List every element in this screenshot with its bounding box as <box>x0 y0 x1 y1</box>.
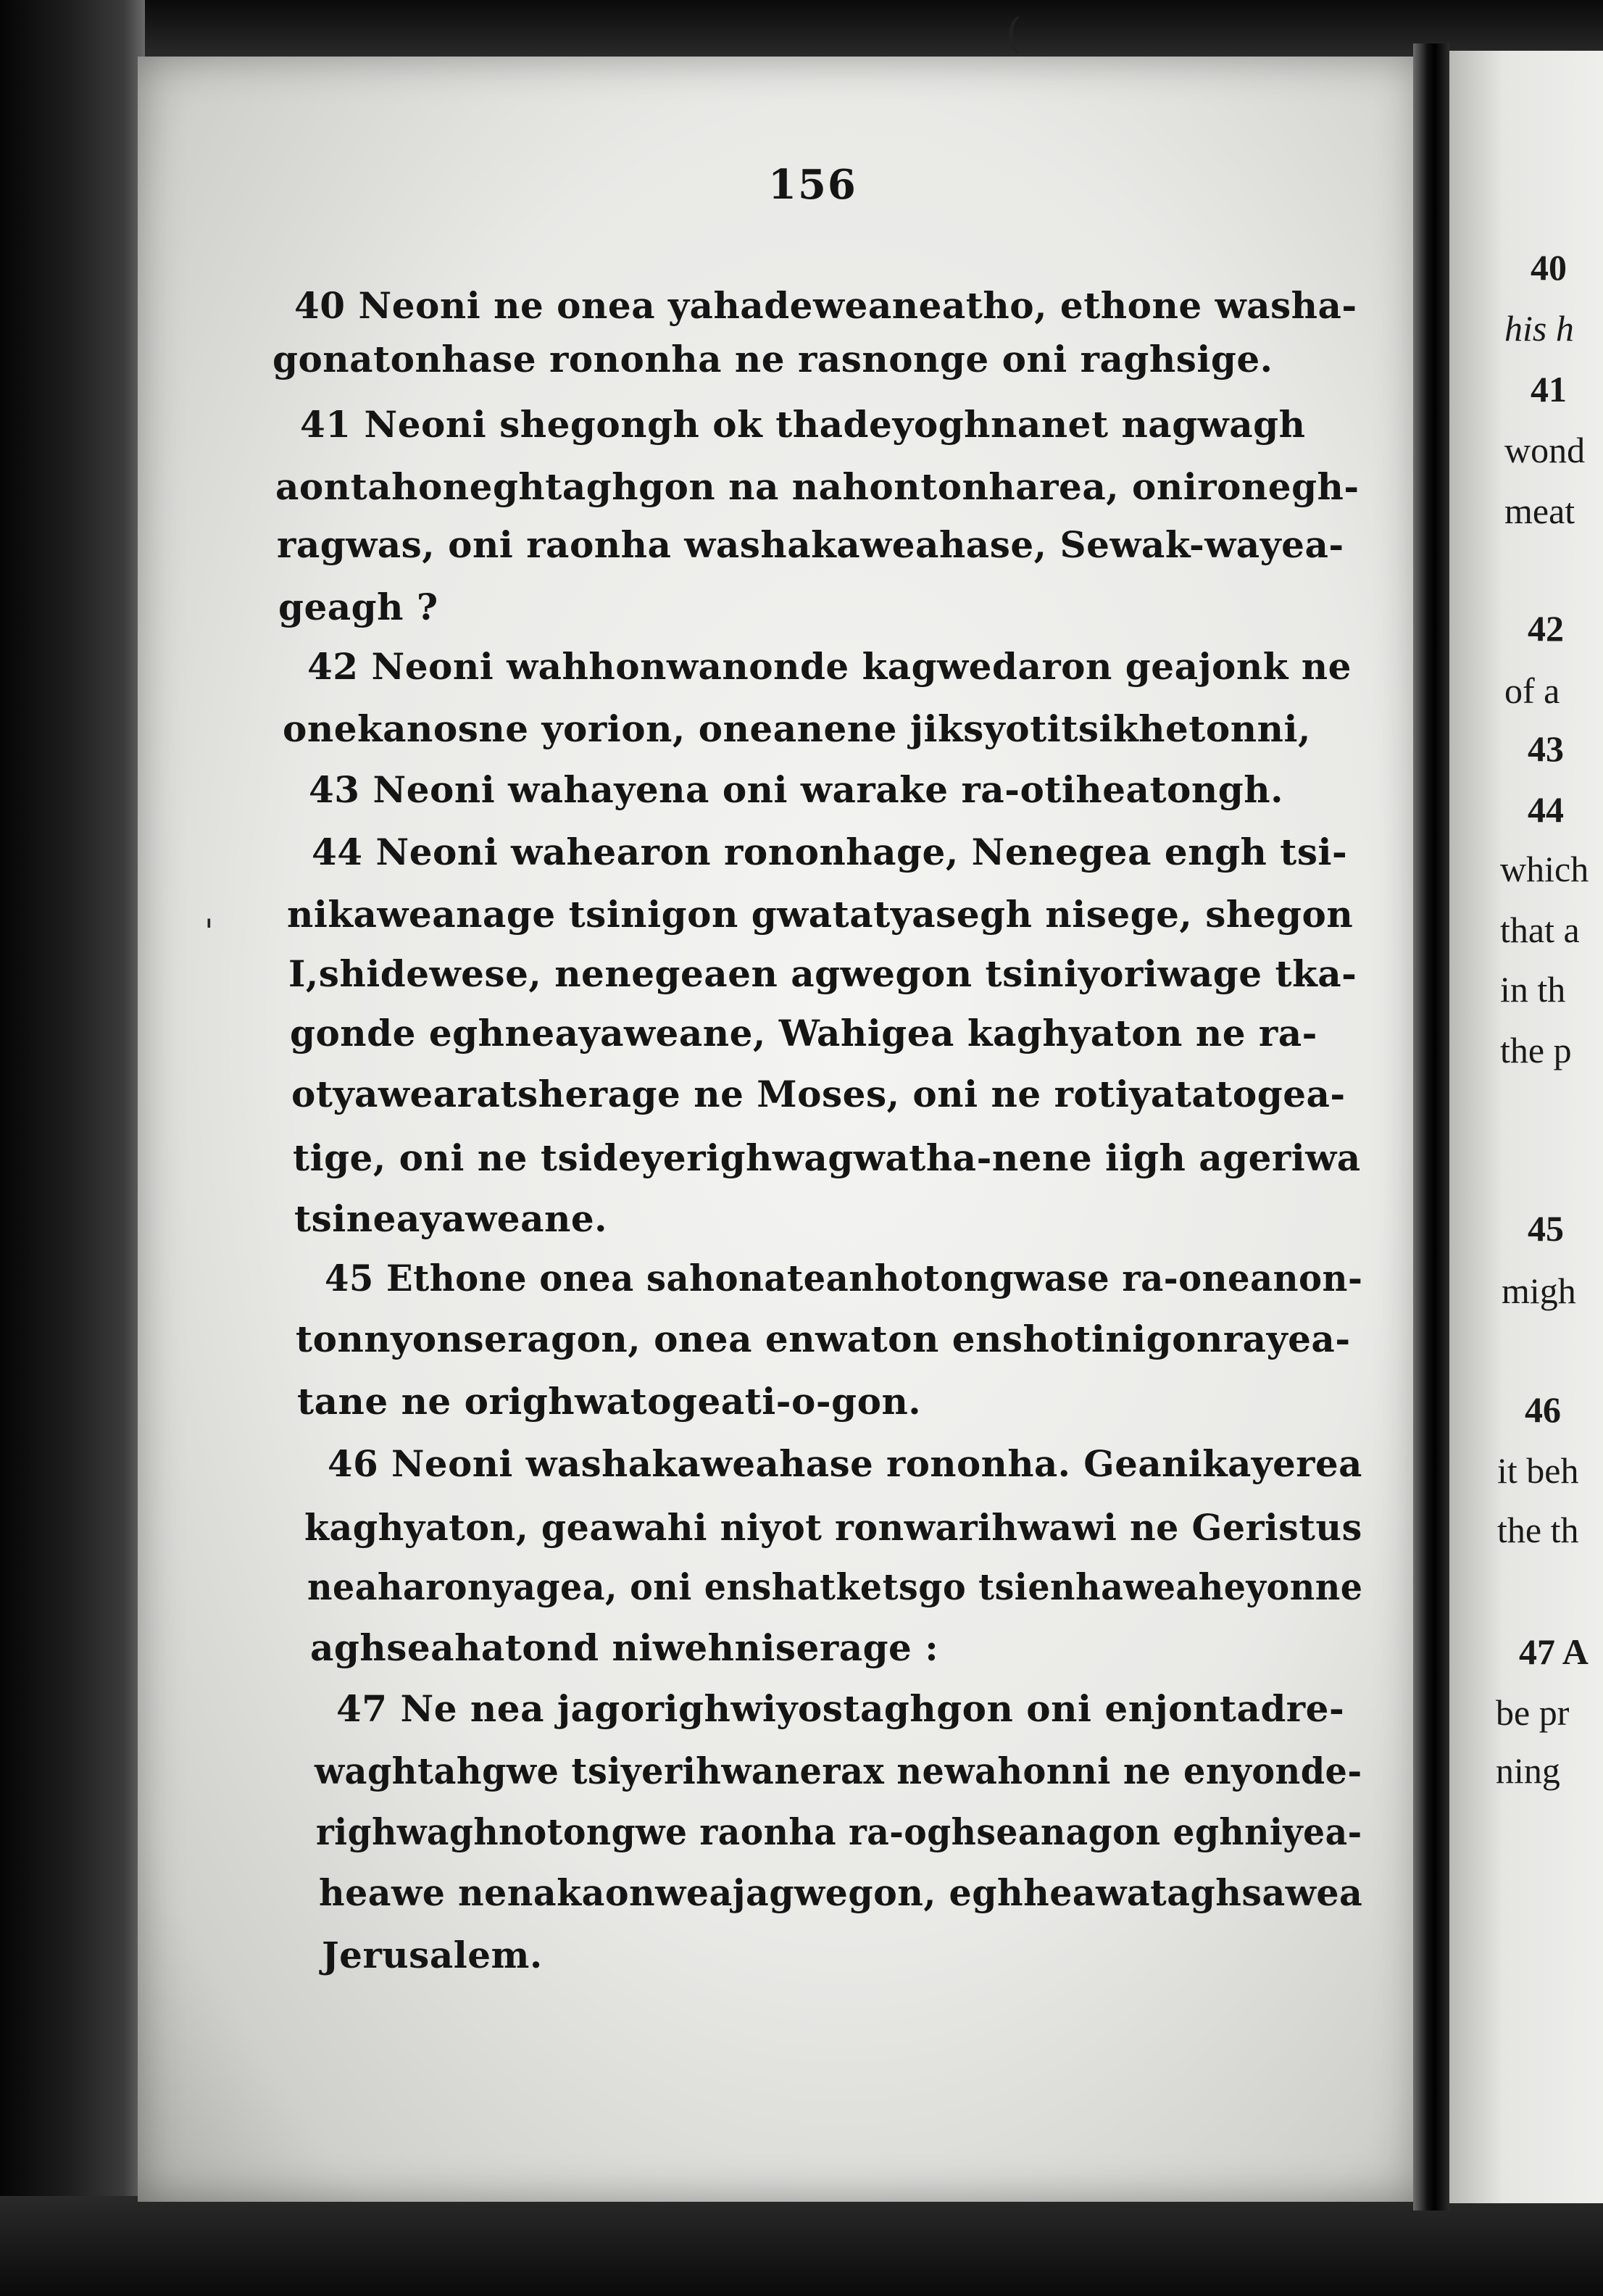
page-number: 156 <box>768 161 857 209</box>
right-text-fragment: 45 <box>1528 1208 1564 1249</box>
right-text-fragment: the p <box>1500 1030 1572 1070</box>
right-text-fragment: 40 <box>1531 247 1567 288</box>
right-text-fragment: 47 A <box>1519 1631 1589 1672</box>
right-text-fragment: wond <box>1504 430 1586 470</box>
text-line: tane ne orighwatogeati-o-gon. <box>297 1380 922 1423</box>
page-gutter <box>1413 43 1449 2210</box>
stray-mark: ' <box>204 912 214 951</box>
text-line: waghtahgwe tsiyerihwanerax newahonni ne enyonde- <box>315 1750 1362 1792</box>
text-line: ragwas, oni raonha washakaweahase, Sewak-wayea- <box>277 523 1344 566</box>
text-line: 46 Neoni washakaweahase rononha. Geanikayerea <box>328 1442 1362 1485</box>
right-text-fragment: be pr <box>1496 1692 1570 1733</box>
text-line: heawe nenakaonweajagwegon, eghheawataghsawea <box>319 1871 1363 1914</box>
text-line: kaghyaton, geawahi niyot ronwarihwawi ne Geristus <box>304 1506 1362 1549</box>
text-line: neaharonyagea, oni enshatketsgo tsienhaweaheyonne <box>307 1565 1363 1608</box>
right-text-fragment: ning <box>1496 1750 1560 1791</box>
right-text-fragment: migh <box>1502 1270 1576 1311</box>
text-line: 43 Neoni wahayena oni warake ra-otiheatongh. <box>309 768 1283 811</box>
stray-mark: ( <box>1006 10 1022 57</box>
text-line: I,shidewese, nenegeaen agwegon tsiniyoriwage tka- <box>288 952 1357 995</box>
right-text-fragment: the th <box>1497 1510 1579 1550</box>
text-line: Jerusalem. <box>322 1934 543 1976</box>
text-line: aontahoneghtaghgon na nahontonharea, onironegh- <box>275 465 1360 508</box>
text-line: 40 Neoni ne onea yahadeweaneatho, ethone washa- <box>294 284 1357 327</box>
right-page-edge <box>1449 51 1603 2203</box>
text-line: tsineayaweane. <box>294 1197 608 1240</box>
right-text-fragment: it beh <box>1497 1450 1579 1491</box>
right-text-fragment: meat <box>1504 491 1575 531</box>
right-text-fragment: in th <box>1500 969 1566 1010</box>
text-line: aghseahatond niwehniserage : <box>310 1626 939 1669</box>
text-line: 42 Neoni wahhonwanonde kagwedaron geajonk ne <box>307 645 1352 688</box>
right-text-fragment: his h <box>1504 308 1574 349</box>
text-line: gonde eghneayaweane, Wahigea kaghyaton ne ra- <box>290 1012 1317 1055</box>
text-line: tonnyonseragon, onea enwaton enshotinigonrayea- <box>296 1318 1351 1360</box>
text-line: gonatonhase rononha ne rasnonge oni raghsige. <box>272 338 1273 380</box>
text-line: onekanosne yorion, oneanene jiksyotitsikhetonni, <box>283 707 1311 750</box>
right-text-fragment: 43 <box>1528 728 1564 769</box>
right-text-fragment: 42 <box>1528 608 1564 649</box>
left-binding-shadow <box>0 0 145 2296</box>
text-line: 47 Ne nea jagorighwiyostaghgon oni enjontadre- <box>336 1687 1345 1730</box>
text-line: righwaghnotongwe raonha ra-oghseanagon eghniyea- <box>316 1810 1362 1853</box>
bottom-shadow <box>0 2196 1603 2296</box>
right-text-fragment: 44 <box>1528 789 1564 830</box>
top-shadow <box>0 0 1603 58</box>
text-line: otyawearatsherage ne Moses, oni ne rotiyatatogea- <box>291 1073 1346 1115</box>
right-text-fragment: which <box>1500 849 1589 889</box>
text-line: geagh ? <box>278 586 438 628</box>
text-line: 44 Neoni wahearon rononhage, Nenegea engh tsi- <box>312 831 1348 873</box>
right-text-fragment: 41 <box>1531 369 1567 409</box>
right-text-fragment: of a <box>1504 670 1560 711</box>
right-text-fragment: that a <box>1500 910 1580 950</box>
text-line: 41 Neoni shegongh ok thadeyoghnanet nagwagh <box>300 403 1306 446</box>
text-line: 45 Ethone onea sahonateanhotongwase ra-oneanon- <box>325 1257 1363 1299</box>
text-line: tige, oni ne tsideyerighwagwatha-nene iigh ageriwa <box>293 1136 1361 1179</box>
text-line: nikaweanage tsinigon gwatatyasegh nisege, shegon <box>287 893 1354 936</box>
right-text-fragment: 46 <box>1525 1389 1561 1430</box>
